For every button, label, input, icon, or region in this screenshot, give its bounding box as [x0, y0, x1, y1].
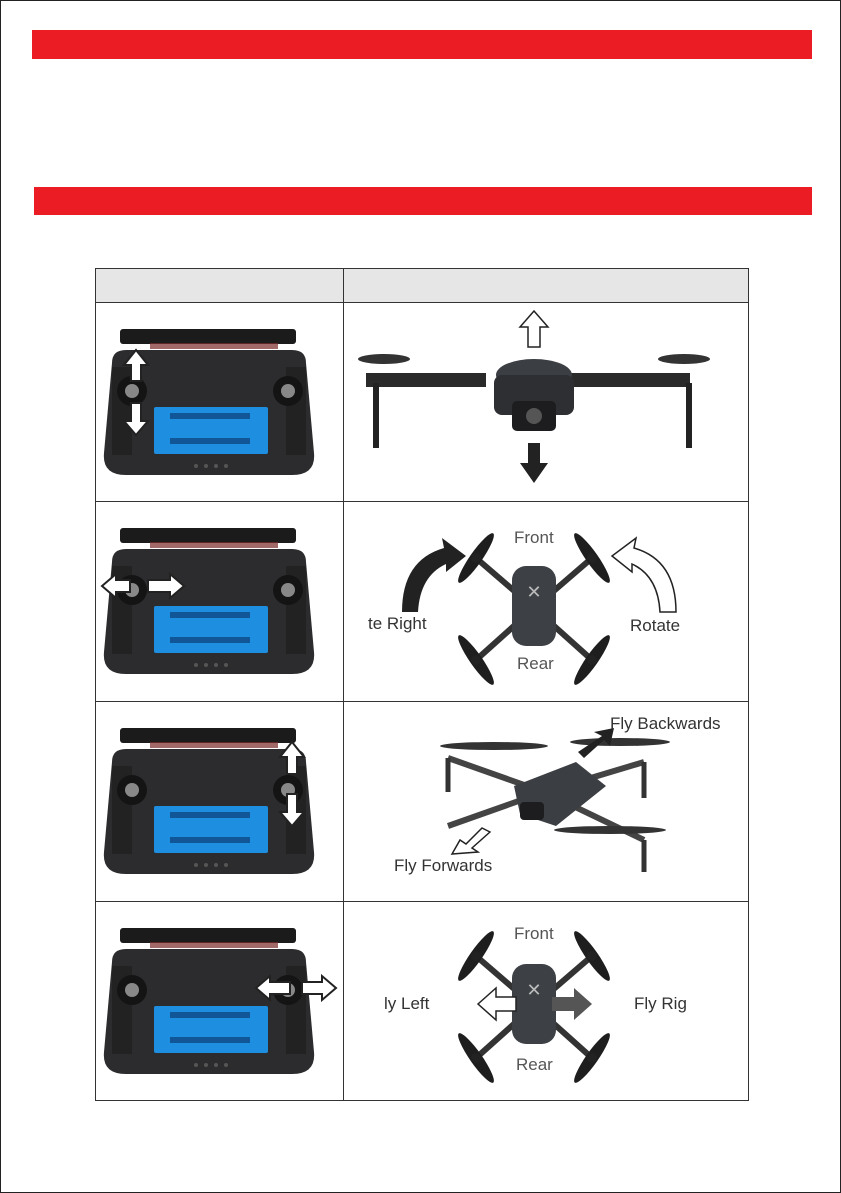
descend-arrow-icon	[520, 443, 548, 483]
label-fly-backwards: Fly Backwards	[610, 714, 721, 733]
label-rotate-right: te Right	[368, 614, 427, 633]
remote-controller-image	[96, 702, 343, 901]
label-fly-right: Fly Rig	[634, 994, 687, 1013]
table-row	[96, 502, 343, 701]
fly-forwards-arrow-icon	[452, 828, 490, 854]
label-front: Front	[514, 924, 554, 943]
remote-controller-image	[96, 502, 343, 701]
rotate-left-arrow-icon	[402, 538, 466, 612]
label-rotate: Rotate	[630, 616, 681, 635]
table-header	[96, 269, 748, 303]
remote-controller-image	[96, 303, 343, 501]
fly-left-arrow-icon	[478, 988, 516, 1020]
label-fly-forwards: Fly Forwards	[394, 856, 493, 875]
controls-table	[95, 268, 749, 1101]
drone-side-image	[344, 303, 748, 501]
table-row	[96, 902, 343, 1100]
fly-right-arrow-icon	[552, 988, 592, 1020]
table-row	[96, 303, 343, 501]
remote-controller-image	[96, 902, 343, 1100]
table-row	[96, 702, 343, 901]
label-front: Front	[514, 528, 554, 547]
section-header-bar-2	[34, 187, 812, 215]
label-fly-left: ly Left	[384, 994, 430, 1013]
label-rear: Rear	[517, 654, 554, 673]
ascend-arrow-icon	[520, 311, 548, 347]
rotate-right-arrow-icon	[612, 538, 676, 612]
label-rear: Rear	[516, 1055, 553, 1074]
section-header-bar	[32, 30, 812, 59]
